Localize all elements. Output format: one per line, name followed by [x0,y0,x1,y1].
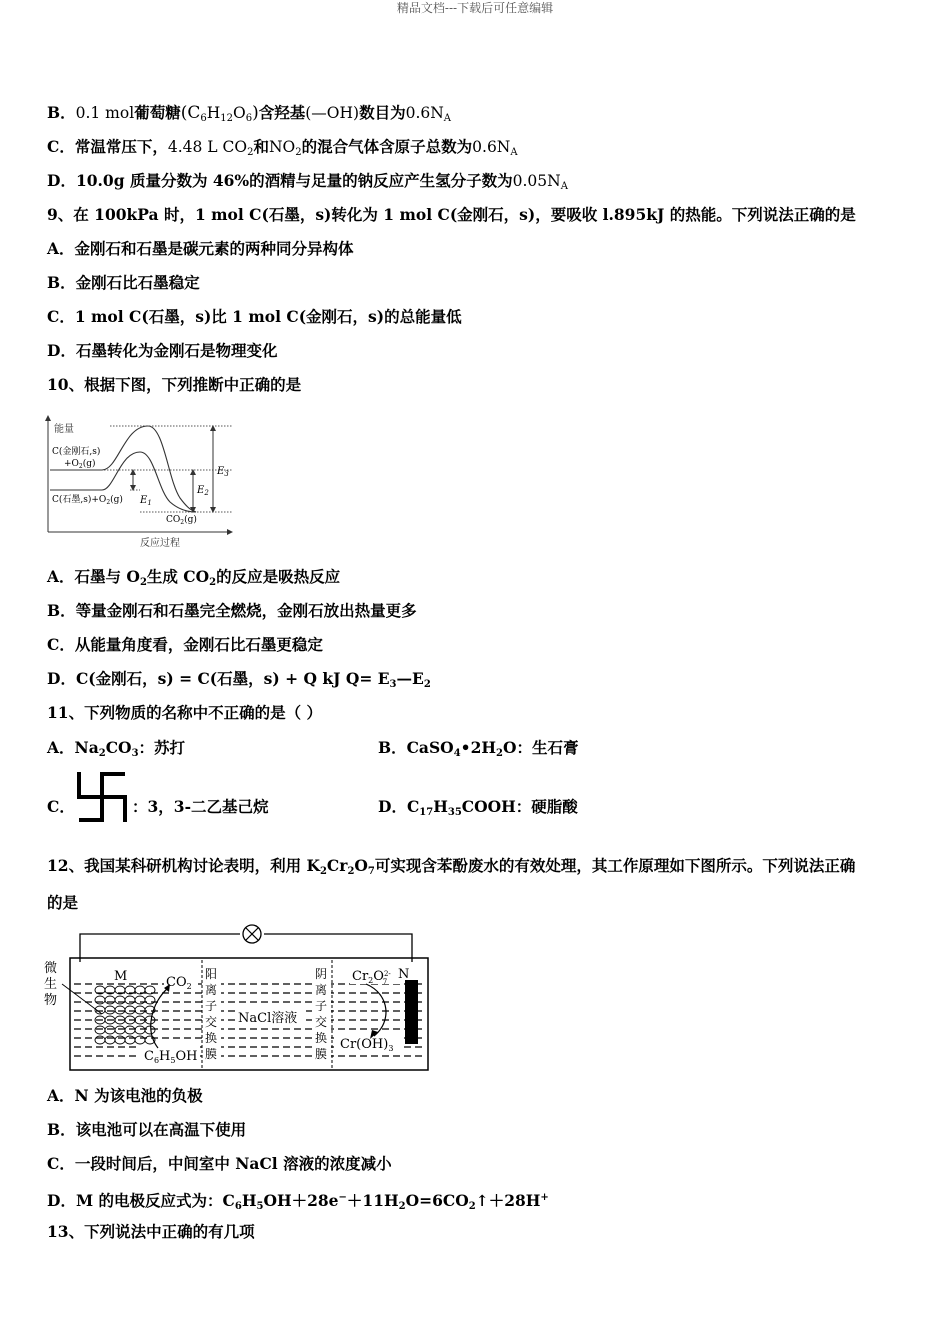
q10-option-c: C．从能量角度看，金刚石比石墨更稳定 [47,635,323,654]
q10-stem: 10、根据下图，下列推断中正确的是 [47,375,302,394]
q10-option-d: D．C(金刚石，s) = C(石墨，s) + Q kJ $Q= E_3—E_2$ [47,669,431,690]
header-watermark: 精品文档---下载后可任意编辑 [396,1,554,15]
cation-membrane-char-3: 子 [205,999,218,1013]
q12-stem-line2: 的是 [47,893,79,912]
q9-option-d: D．石墨转化为金刚石是物理变化 [47,341,278,360]
q11-option-c: ：3，3-二乙基己烷 [132,797,269,816]
q10-option-a: A．石墨与 $O_2$生成 $CO_2$的反应是吸热反应 [47,567,341,588]
cr2o7-to-croh3-arrow [366,984,386,1036]
diamond-o2-label: $+O_2(g)$ [64,459,96,470]
m-electrode-microbes [95,986,155,1044]
q11-option-a: A．$Na_2CO_3$：苏打 [47,738,186,759]
q8-option-d: D．10.0g 质量分数为 46%的酒精与足量的钠反应产生氢分子数为$0.05N_A$ [47,171,568,192]
co2-label: $CO_2(g)$ [166,515,197,526]
croh3-label: $Cr(OH)_3$ [340,1037,394,1053]
fuel-cell-diagram [40,922,432,1074]
cation-membrane-char-1: 阳 [205,967,218,981]
graphite-label: C(石墨$,s)+O_2(g)$ [52,495,123,506]
q9-option-a: A．金刚石和石墨是碳元素的两种同分异构体 [47,239,354,258]
q8-option-b: B．0.1 mol葡萄糖$(C_6H_{12}O_6)$含羟基(—OH)数目为$0.6N_A$ [47,103,452,124]
e3-label: $E_3$ [217,466,229,478]
phenol-label: $C_6H_5OH$ [144,1049,198,1065]
m-label: M [114,969,128,984]
n-electrode [405,980,418,1044]
q13-stem: 13、下列说法中正确的有几项 [47,1222,255,1241]
q8-option-c: C．常温常压下，4.48 L $CO_2$和$NO_2$的混合气体含原子总数为$0.6N_A$ [47,137,518,158]
cation-membrane-char-6: 膜 [205,1047,218,1061]
e1-label: $E_1$ [140,495,152,507]
q11-option-c-label: C． [47,797,75,816]
cation-membrane-char-4: 交 [205,1015,218,1029]
microbe-char-2: 生 [44,977,58,992]
energy-diagram [40,410,240,550]
anion-membrane-char-4: 交 [315,1015,328,1029]
y-axis-label: 能量 [54,424,74,435]
anion-membrane-char-5: 换 [315,1031,328,1045]
cation-membrane-char-5: 换 [205,1031,218,1045]
diamond-label: C(金刚石,s) [52,447,101,457]
q12-option-d: D．M 的电极反应式为：$C_6H_5OH+28e^-+11H_2O=6CO_2↑+28H^+$ [47,1191,549,1212]
cation-membrane-char-2: 离 [205,983,218,997]
q11-option-d: D．$C_{17}H_{35}COOH$：硬脂酸 [378,797,578,818]
q9-option-b: B．金刚石比石墨稳定 [47,273,200,292]
q9-option-c: C．1 mol C(石墨，s)比 1 mol C(金刚石，s)的总能量低 [47,307,462,326]
q11-stem: 11、下列物质的名称中不正确的是（ ） [47,703,322,722]
microbe-char-3: 物 [44,993,58,1008]
microbe-char-1: 微 [44,961,58,976]
skeletal-structure-icon [75,770,130,825]
q12-option-c: C．一段时间后，中间室中 NaCl 溶液的浓度减小 [47,1154,392,1173]
q9-stem: 9、在 100kPa 时，1 mol C(石墨，s)转化为 1 mol C(金刚石，s)，要吸收 l.895kJ 的热能。下列说法正确的是 [47,205,856,224]
anion-membrane-char-2: 离 [315,983,328,997]
q12-option-a: A．N 为该电池的负极 [47,1086,203,1105]
microbe-pointer [62,984,102,1014]
q10-option-b: B．等量金刚石和石墨完全燃烧，金刚石放出热量更多 [47,601,417,620]
q12-option-b: B．该电池可以在高温下使用 [47,1120,247,1139]
nacl-label: NaCl溶液 [238,1011,298,1026]
co2-label: $CO_2$ [166,975,192,991]
e2-label: $E_2$ [197,485,209,497]
n-label: N [398,967,410,982]
anion-membrane-char-6: 膜 [315,1047,328,1061]
x-axis-label: 反应过程 [140,538,180,549]
q11-option-b: B．$CaSO_4•2H_2O$：生石膏 [378,738,579,759]
anion-membrane-char-1: 阴 [315,967,328,981]
q12-stem-line1: 12、我国某科研机构讨论表明，利用 $K_2Cr_2O_7$可实现含苯酚废水的有效处理，其工作原理如下图所示。下列说法正确 [47,856,856,877]
cr2o7-label: $Cr_2O^{2-}7$ [352,969,391,986]
anion-membrane-char-3: 子 [315,999,328,1013]
